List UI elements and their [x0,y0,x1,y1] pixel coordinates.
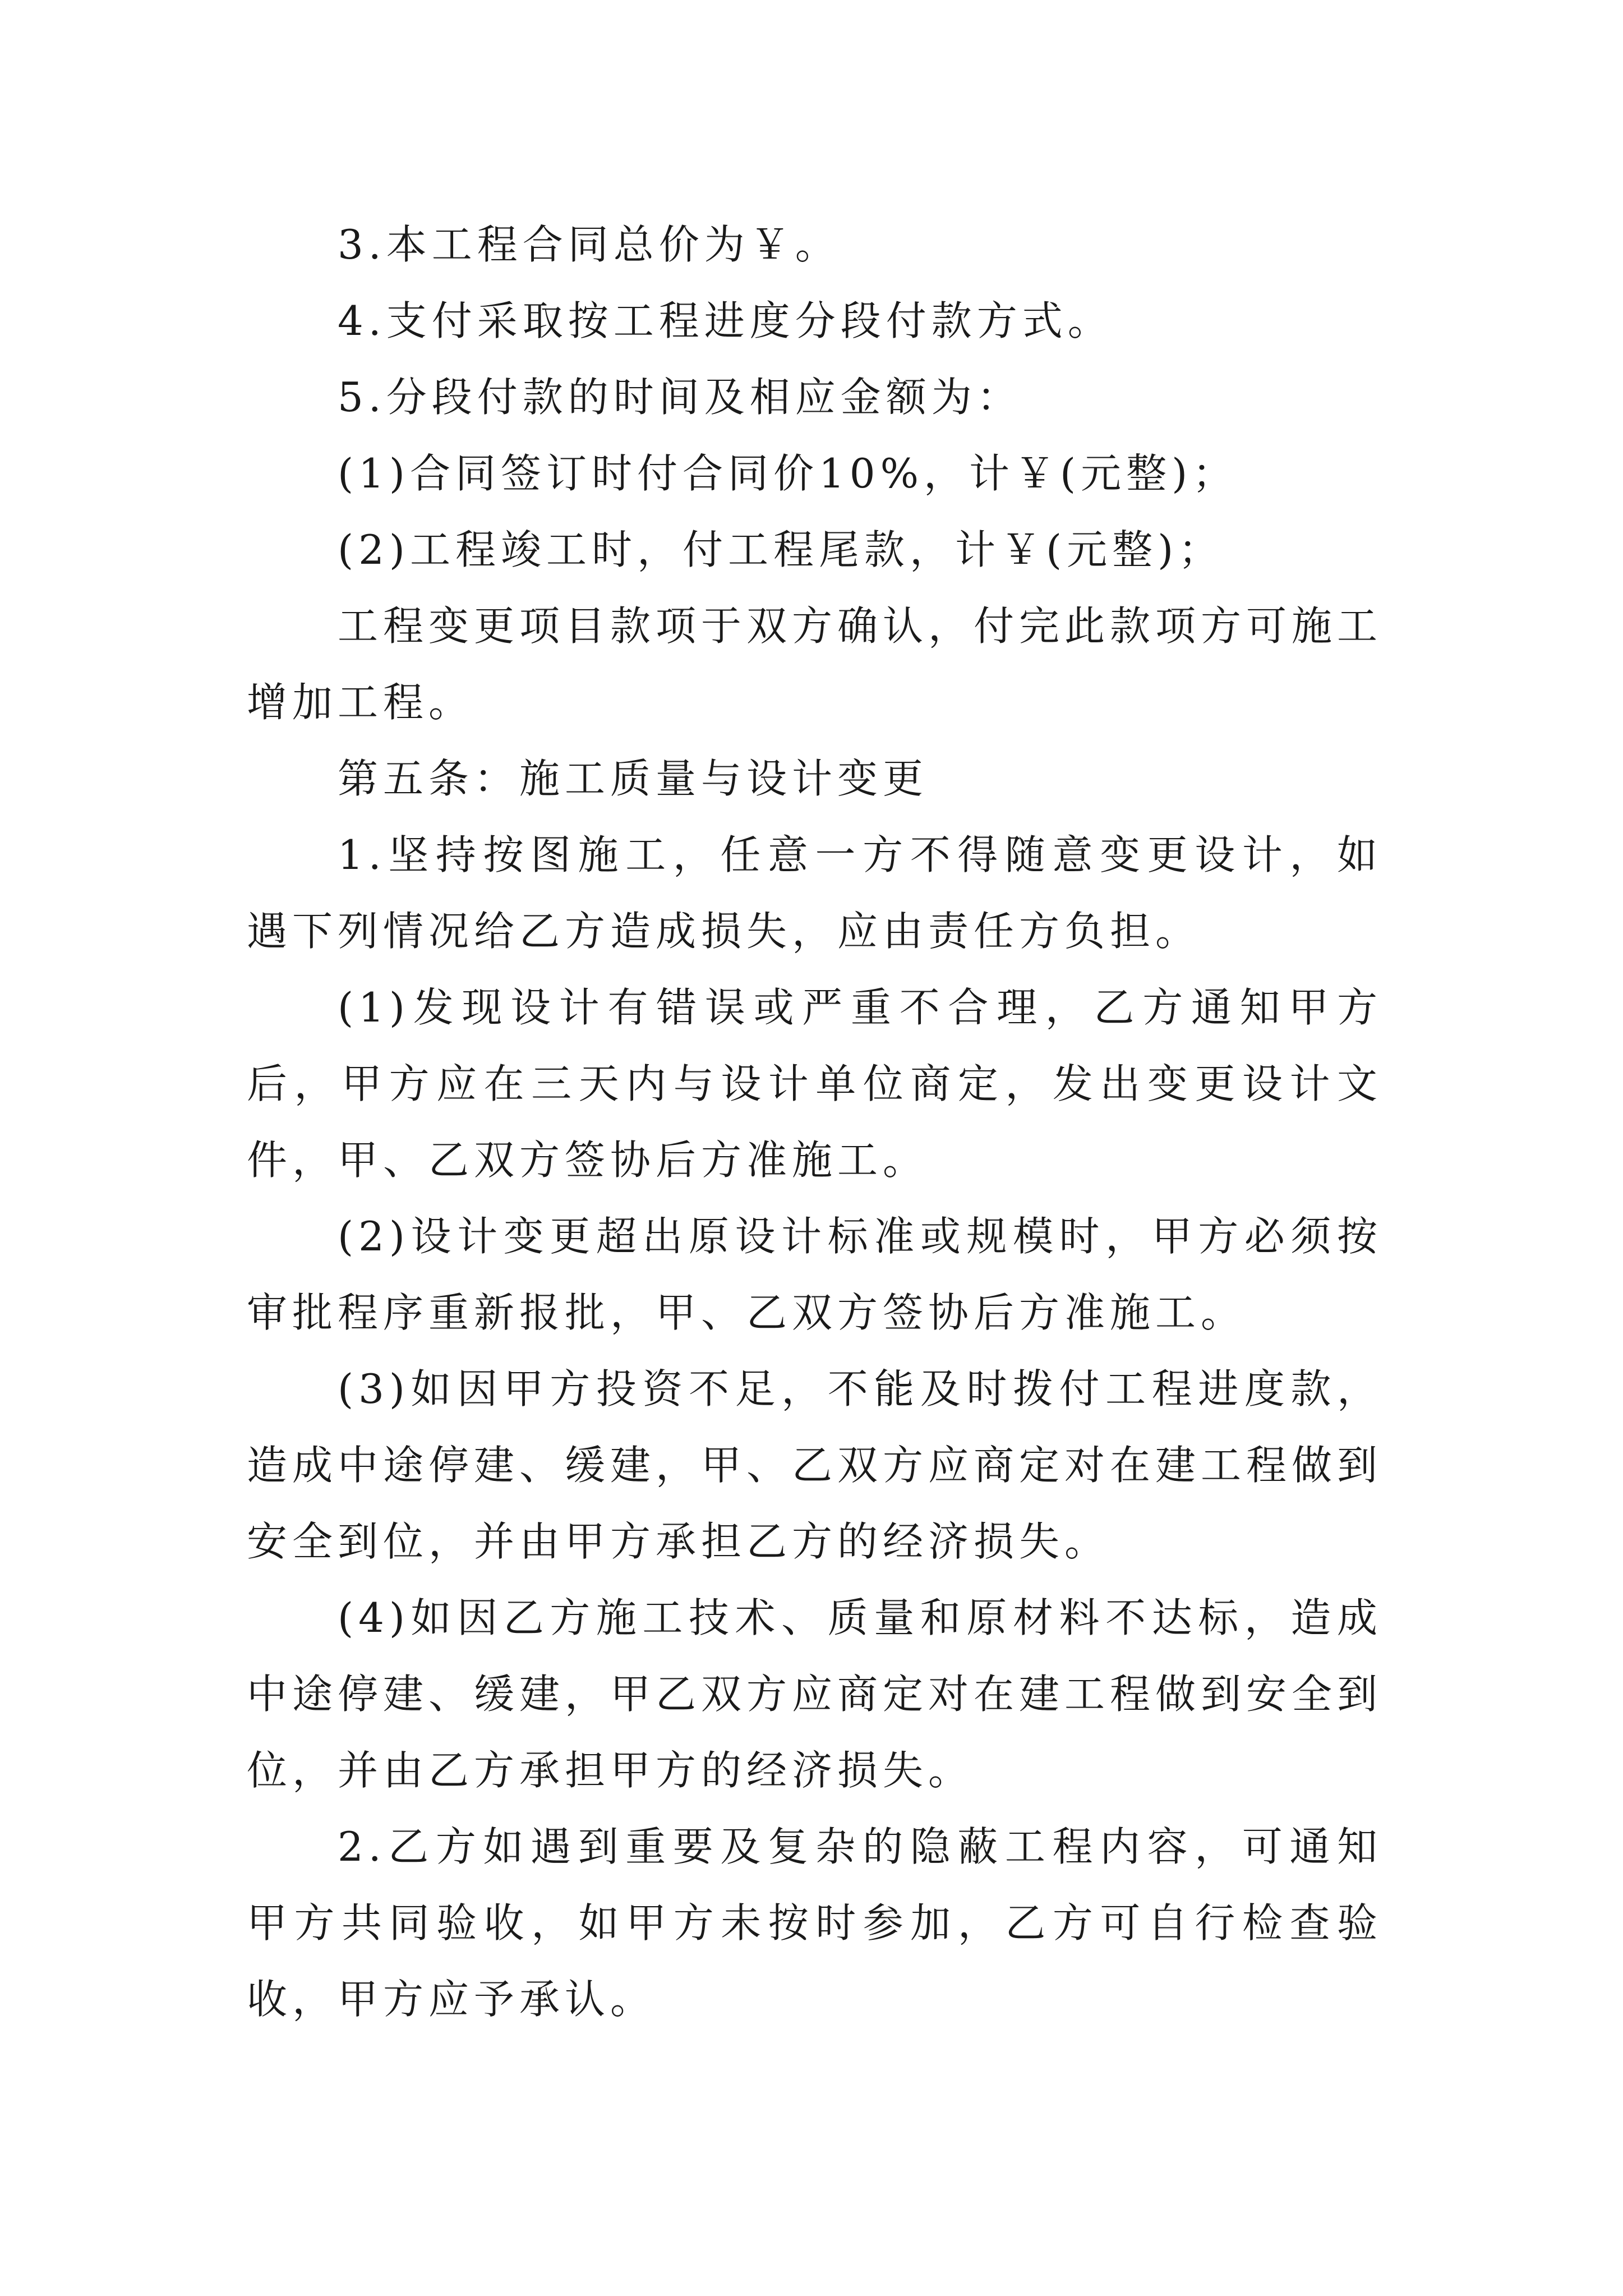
paragraph-total-price: 3.本工程合同总价为￥。 [338,221,841,268]
paragraph-party-b-substandard: (4)如因乙方施工技术、质量和原材料不达标，造成中途停建、缓建，甲乙双方应商定对在建工程做到安全到位，并由乙方承担甲方的经济损失。 [247,1594,1383,1794]
paragraph-payment-signing: (1)合同签订时付合同价10%，计￥(元整)； [338,450,1238,497]
paragraph-payment-method: 4.支付采取按工程进度分段付款方式。 [338,297,1113,344]
paragraph-design-error: (1)发现设计有错误或严重不合理，乙方通知甲方后，甲方应在三天内与设计单位商定，发出变更设计文件，甲、乙双方签协后方准施工。 [247,984,1382,1184]
section-heading-article-5: 第五条：施工质量与设计变更 [338,755,929,802]
paragraph-construction-by-drawings: 1.坚持按图施工，任意一方不得随意变更设计，如遇下列情况给乙方造成损失，应由责任方负担。 [247,831,1382,955]
paragraph-party-a-insufficient-funds: (3)如因甲方投资不足，不能及时拨付工程进度款，造成中途停建、缓建，甲、乙双方应商定对在建工程做到安全到位，并由甲方承担乙方的经济损失。 [247,1365,1383,1565]
paragraph-payment-completion: (2)工程竣工时，付工程尾款，计￥(元整)； [338,526,1224,573]
paragraph-concealed-works: 2.乙方如遇到重要及复杂的隐蔽工程内容，可通知甲方共同验收，如甲方未按时参加，乙方可自行检查验收，甲方应予承认。 [247,1823,1382,2023]
document-body [247,206,1382,2037]
paragraph-change-payment: 工程变更项目款项于双方确认，付完此款项方可施工增加工程。 [247,602,1383,726]
paragraph-payment-schedule: 5.分段付款的时间及相应金额为： [338,374,1022,421]
paragraph-design-change-exceeds: (2)设计变更超出原设计标准或规模时，甲方必须按审批程序重新报批，甲、乙双方签协后方准施工。 [247,1213,1382,1336]
